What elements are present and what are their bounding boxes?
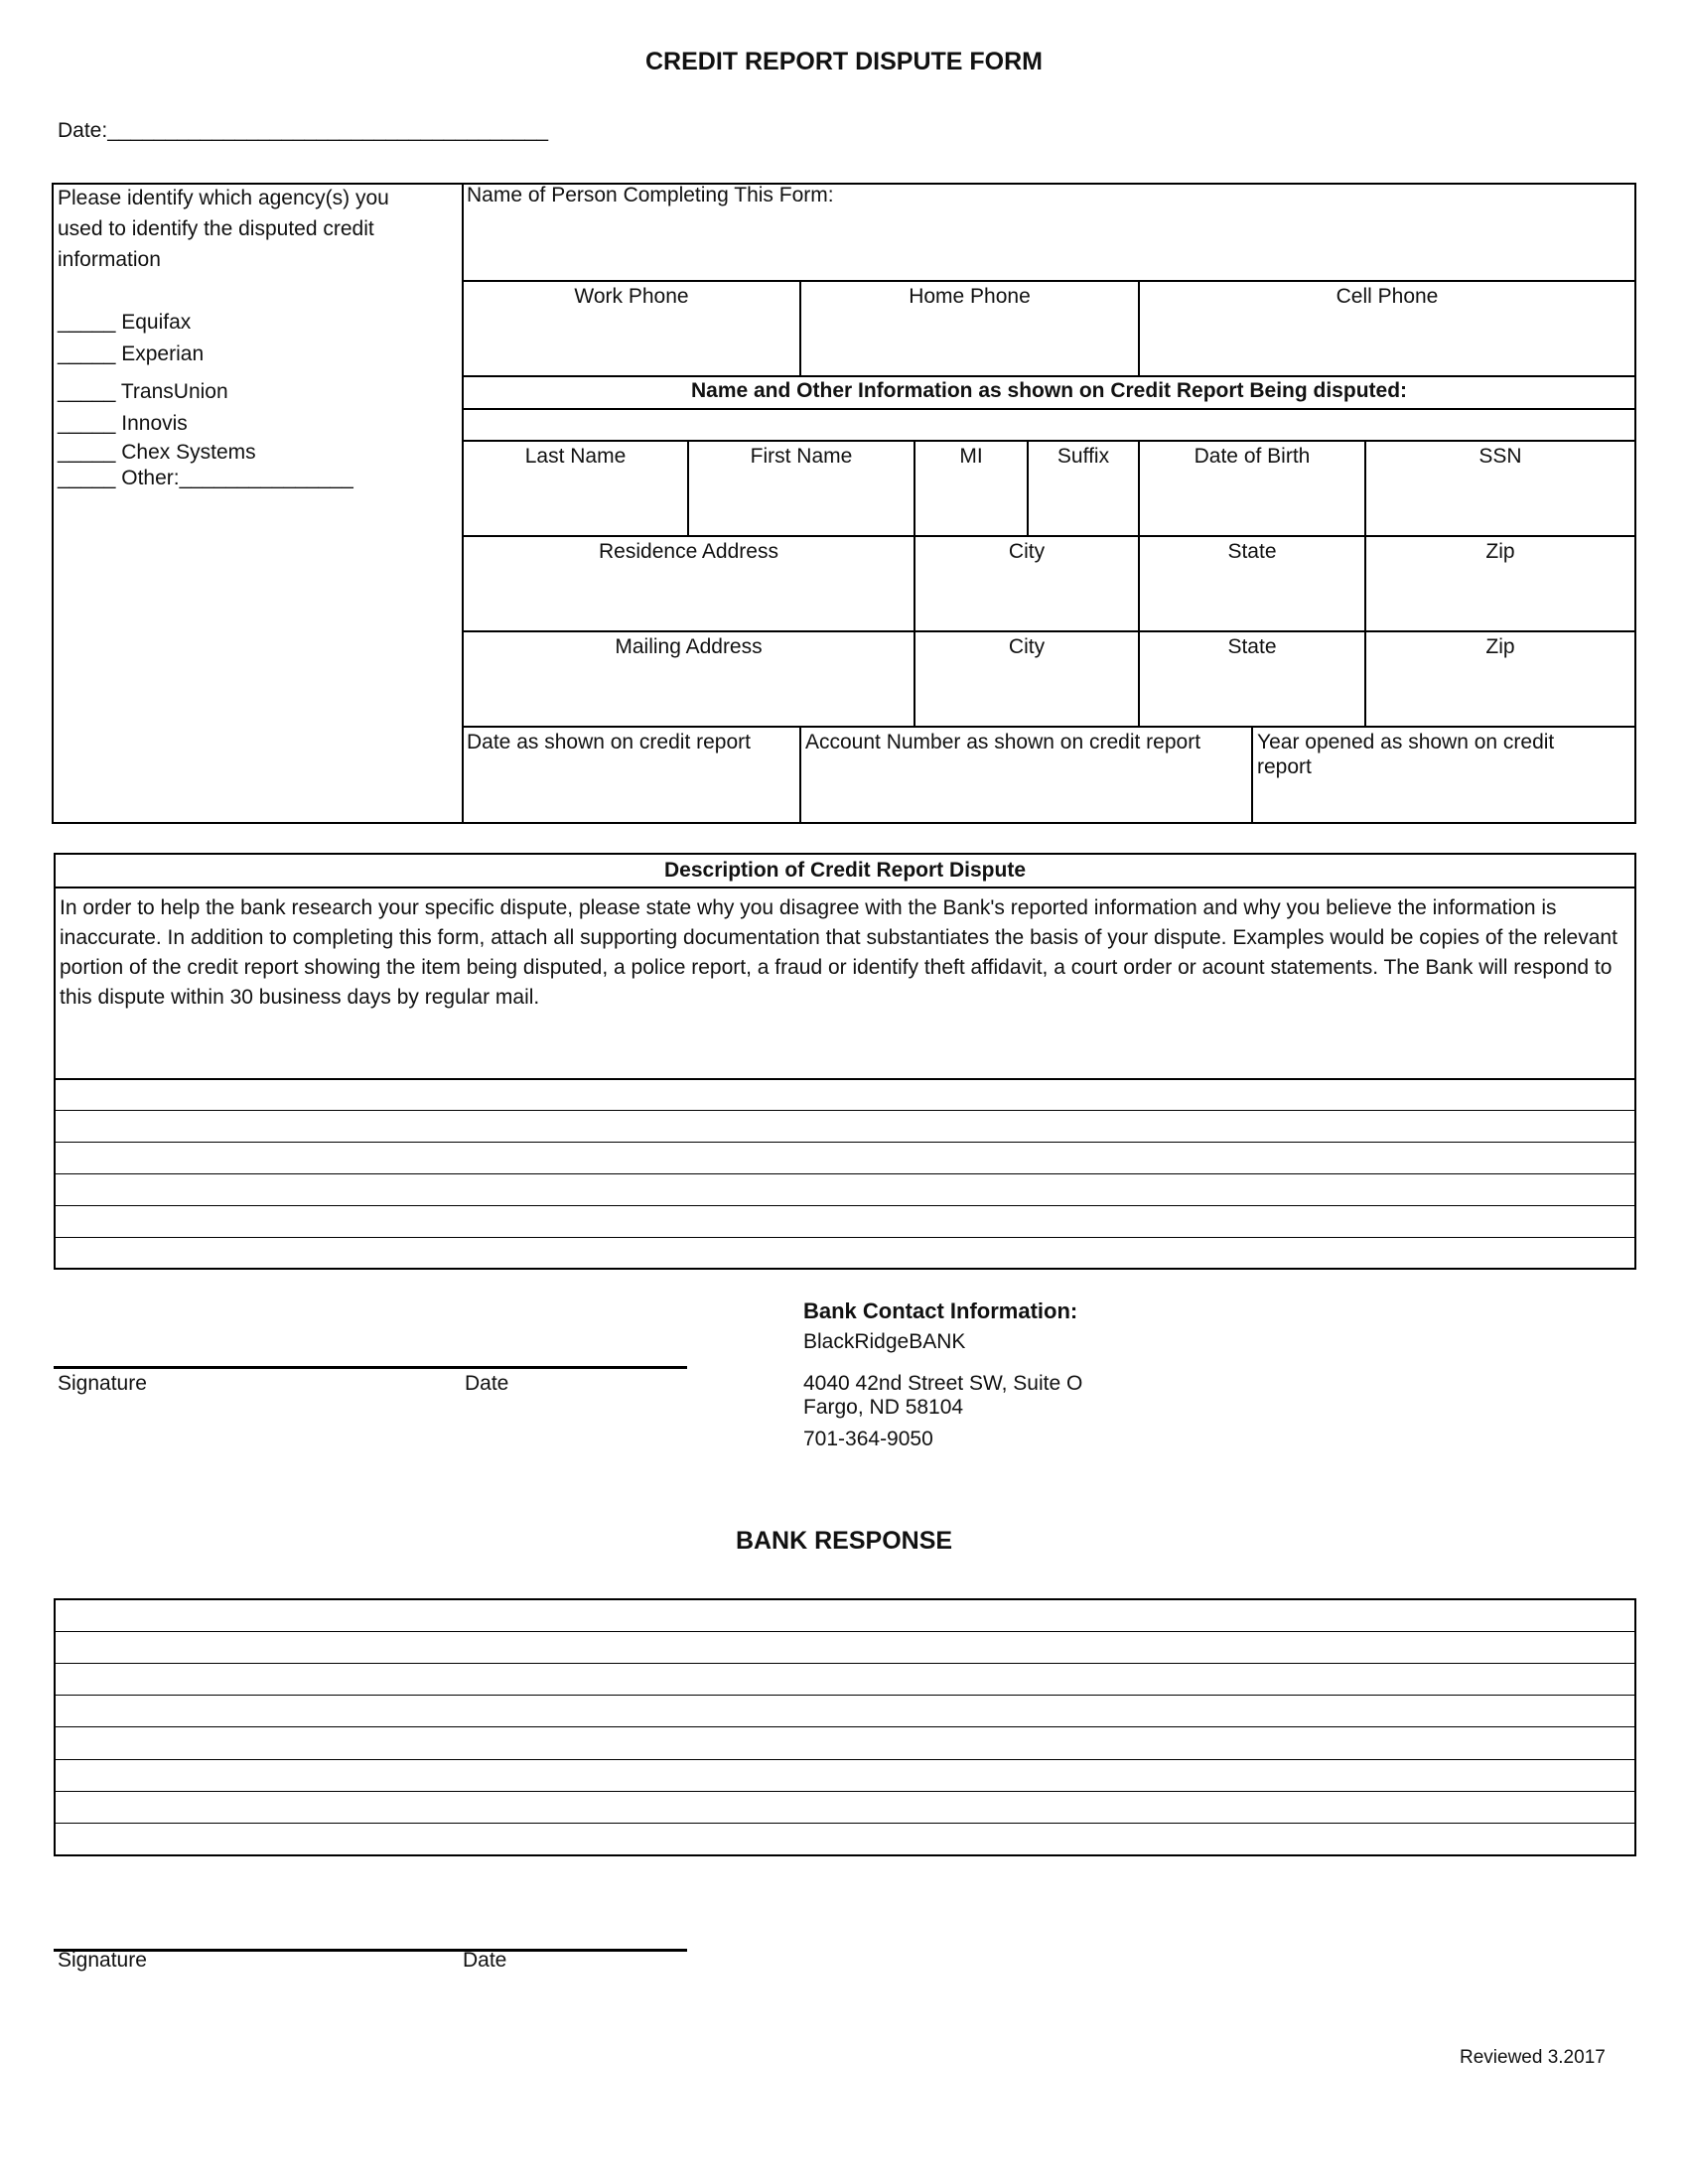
work-phone-label: Work Phone: [574, 285, 689, 308]
agency-item-experian[interactable]: _____ Experian: [58, 342, 205, 365]
first-name-label: First Name: [750, 445, 853, 468]
date-blank: ______________________________________: [107, 119, 549, 142]
signature-line[interactable]: [54, 1366, 687, 1369]
agency-prompt: Please identify which agency(s) you used to identify the disputed credit information: [58, 187, 389, 271]
date-shown-label: Date as shown on credit report: [467, 731, 751, 753]
agency-item-transunion[interactable]: _____ TransUnion: [58, 380, 228, 403]
agency-item-other[interactable]: _____ Other:_______________: [58, 467, 353, 489]
mailing-address-label: Mailing Address: [615, 635, 763, 658]
mi-label: MI: [959, 445, 983, 468]
suffix-label: Suffix: [1056, 445, 1110, 468]
residence-state-label: State: [1227, 540, 1277, 563]
residence-city-label: City: [1008, 540, 1046, 563]
description-text: In order to help the bank research your specific dispute, please state why you disagree with the Bank's reported information and why you believe the information is inaccurate. In addition to completing this form, attach all supporting documentation that substantiates the basis of your dispute. Examples would be copies of the relevant portion of the credit report showing the item being disputed, a police report, a fraud or identify theft affidavit, a court order or acount statements. The Bank will respond to this dispute within 30 business days by regular mail.: [60, 896, 1618, 1009]
agency-item-equifax[interactable]: _____ Equifax: [58, 311, 192, 334]
response-date-label: Date: [463, 1949, 507, 1972]
bank-name: BlackRidgeBANK: [803, 1330, 966, 1353]
date-field[interactable]: [58, 119, 548, 143]
signature-date-label: Date: [465, 1372, 509, 1395]
bank-response-table[interactable]: [54, 1598, 1636, 1856]
reviewed-footer: Reviewed 3.2017: [1460, 2047, 1606, 2068]
bank-address-line2: Fargo, ND 58104: [803, 1396, 964, 1419]
cell-phone-label: Cell Phone: [1336, 285, 1439, 308]
agency-item-chex-systems[interactable]: _____ Chex Systems: [58, 441, 256, 464]
bank-address-line1: 4040 42nd Street SW, Suite O: [803, 1372, 1083, 1395]
form-title: CREDIT REPORT DISPUTE FORM: [644, 48, 1043, 75]
year-opened-label: Year opened as shown on credit report: [1257, 731, 1555, 778]
mailing-state-label: State: [1227, 635, 1277, 658]
person-name-label: Name of Person Completing This Form:: [467, 184, 834, 206]
dob-label: Date of Birth: [1194, 445, 1311, 468]
last-name-label: Last Name: [524, 445, 627, 468]
ssn-label: SSN: [1478, 445, 1522, 468]
description-header: Description of Credit Report Dispute: [663, 859, 1027, 882]
signature-label: Signature: [58, 1372, 147, 1395]
account-number-label: Account Number as shown on credit report: [805, 731, 1201, 753]
bank-response-title: BANK RESPONSE: [735, 1527, 953, 1555]
description-answer-lines[interactable]: [56, 1080, 1634, 1269]
residence-zip-label: Zip: [1485, 540, 1515, 563]
date-label: Date:: [58, 119, 108, 142]
home-phone-label: Home Phone: [909, 285, 1031, 308]
bank-contact-header: Bank Contact Information:: [803, 1298, 1078, 1323]
report-info-header: Name and Other Information as shown on Credit Report Being disputed:: [690, 379, 1408, 402]
agency-item-innovis[interactable]: _____ Innovis: [58, 412, 188, 435]
response-signature-line[interactable]: [54, 1949, 687, 1952]
mailing-city-label: City: [1008, 635, 1046, 658]
mailing-zip-label: Zip: [1485, 635, 1515, 658]
bank-phone: 701-364-9050: [803, 1428, 933, 1450]
response-signature-label: Signature: [58, 1949, 147, 1972]
agency-list: [58, 307, 353, 491]
residence-address-label: Residence Address: [599, 540, 778, 563]
